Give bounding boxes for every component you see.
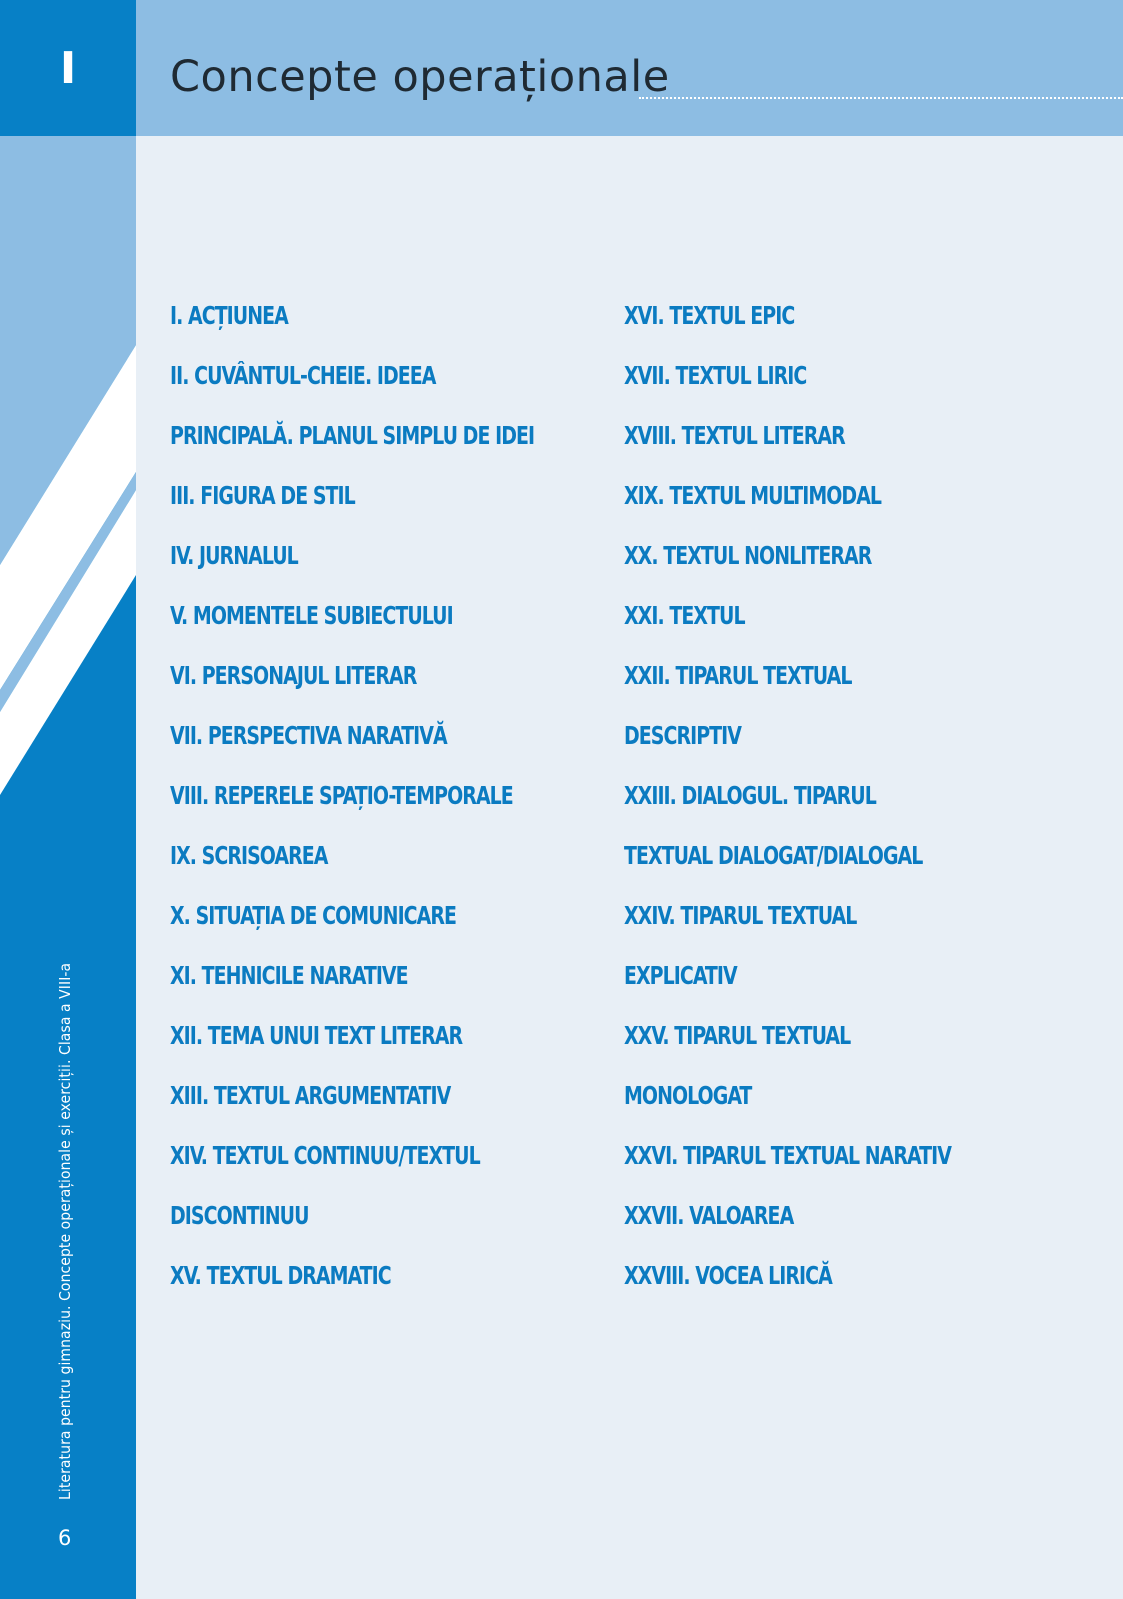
concept-item: XXVI. TIPARUL TEXTUAL NARATIV xyxy=(624,1141,951,1170)
concept-item: EXPLICATIV xyxy=(624,961,737,990)
concept-item: XVI. TEXTUL EPIC xyxy=(624,301,795,330)
concept-item: VI. PERSONAJUL LITERAR xyxy=(170,661,417,690)
concept-item: VII. PERSPECTIVA NARATIVĂ xyxy=(170,721,447,750)
concept-item: IV. JURNALUL xyxy=(170,541,298,570)
concept-item: XXIII. DIALOGUL. TIPARUL xyxy=(624,781,876,810)
concept-item: XII. TEMA UNUI TEXT LITERAR xyxy=(170,1021,463,1050)
concept-item: XVIII. TEXTUL LITERAR xyxy=(624,421,845,450)
concept-item: XIV. TEXTUL CONTINUU/TEXTUL xyxy=(170,1141,480,1170)
concepts-left-column xyxy=(170,296,610,1316)
concept-item: I. ACȚIUNEA xyxy=(170,301,288,330)
page-title: Concepte operaționale xyxy=(170,52,670,102)
sidebar xyxy=(0,0,136,1599)
concept-item: XX. TEXTUL NONLITERAR xyxy=(624,541,872,570)
concept-item: II. CUVÂNTUL-CHEIE. IDEEA xyxy=(170,361,436,390)
page-number: 6 xyxy=(58,1526,72,1550)
concept-item: V. MOMENTELE SUBIECTULUI xyxy=(170,601,453,630)
concept-item: IX. SCRISOAREA xyxy=(170,841,328,870)
title-dotted-rule xyxy=(639,97,1123,99)
concept-item: XIII. TEXTUL ARGUMENTATIV xyxy=(170,1081,451,1110)
spine-text: Literatura pentru gimnaziu. Concepte operaționale și exerciții. Clasa a VIII-a xyxy=(56,962,74,1500)
concept-item: DESCRIPTIV xyxy=(624,721,741,750)
concept-item: TEXTUAL DIALOGAT/DIALOGAL xyxy=(624,841,923,870)
concept-item: X. SITUAȚIA DE COMUNICARE xyxy=(170,901,457,930)
concept-item: PRINCIPALĂ. PLANUL SIMPLU DE IDEI xyxy=(170,421,535,450)
concept-item: XXV. TIPARUL TEXTUAL xyxy=(624,1021,851,1050)
concept-item: XXVII. VALOAREA xyxy=(624,1201,794,1230)
header-bar xyxy=(136,0,1123,136)
concept-item: XXI. TEXTUL xyxy=(624,601,745,630)
concept-item: III. FIGURA DE STIL xyxy=(170,481,355,510)
concept-item: XV. TEXTUL DRAMATIC xyxy=(170,1261,391,1290)
chapter-number: I xyxy=(0,0,136,136)
concept-item: XXIV. TIPARUL TEXTUAL xyxy=(624,901,857,930)
concept-item: VIII. REPERELE SPAȚIO-TEMPORALE xyxy=(170,781,513,810)
concept-item: XXVIII. VOCEA LIRICĂ xyxy=(624,1261,832,1290)
concept-item: XVII. TEXTUL LIRIC xyxy=(624,361,807,390)
concept-item: XIX. TEXTUL MULTIMODAL xyxy=(624,481,882,510)
concept-item: MONOLOGAT xyxy=(624,1081,752,1110)
concept-item: XI. TEHNICILE NARATIVE xyxy=(170,961,408,990)
concept-item: DISCONTINUU xyxy=(170,1201,309,1230)
concepts-right-column xyxy=(624,296,1094,1316)
concept-item: XXII. TIPARUL TEXTUAL xyxy=(624,661,852,690)
